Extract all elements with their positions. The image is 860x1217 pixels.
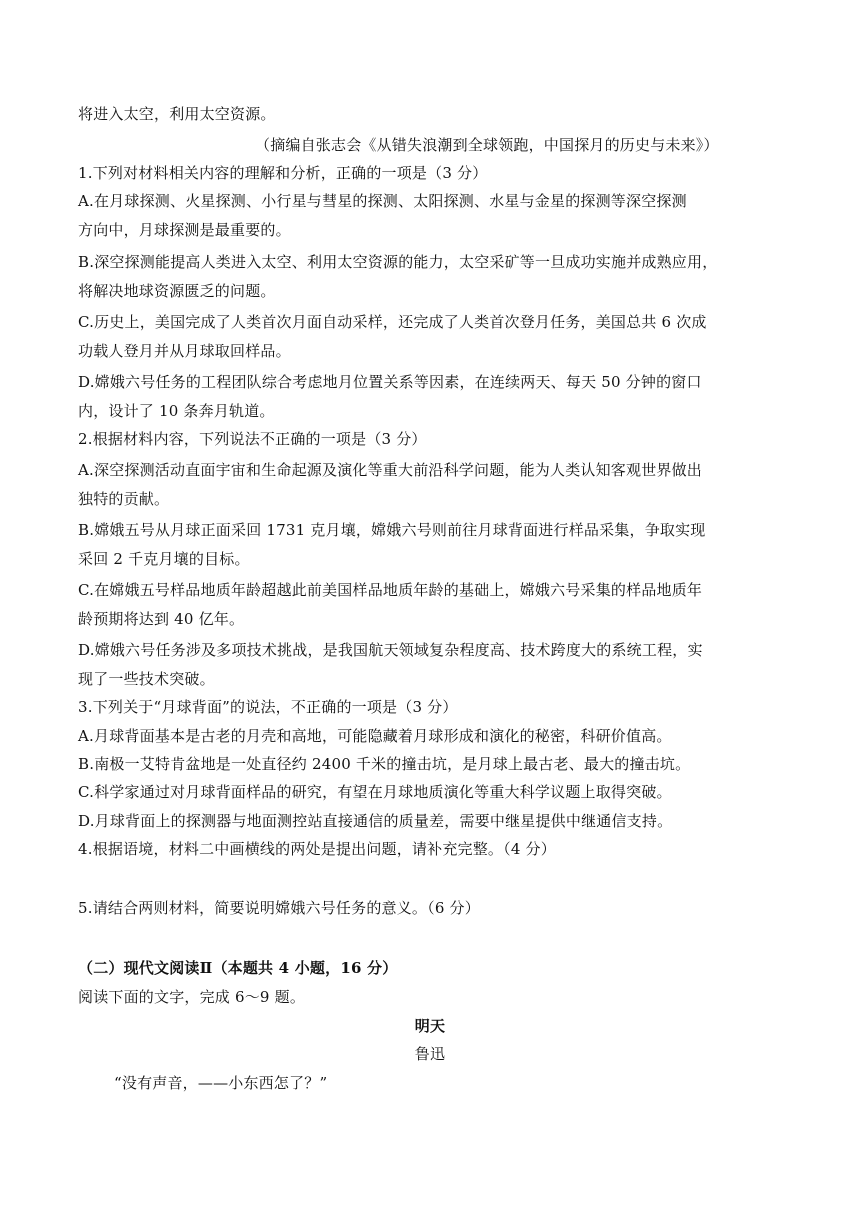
question-2: 2.根据材料内容，下列说法不正确的一项是（3 分）	[78, 430, 427, 448]
article-title: 明天	[414, 1017, 446, 1035]
option-3a: A.月球背面基本是古老的月壳和高地，可能隐藏着月球形成和演化的秘密，科研价值高。	[78, 727, 672, 745]
text-line: 龄预期将达到 40 亿年。	[78, 610, 245, 628]
text-line: 现了一些技术突破。	[78, 670, 215, 688]
text-line: 将解决地球资源匮乏的问题。	[78, 282, 276, 300]
option-3b: B.南极一艾特肯盆地是一处直径约 2400 千米的撞击坑，是月球上最古老、最大的撞击坑。	[78, 755, 691, 773]
instruction: 阅读下面的文字，完成 6～9 题。	[78, 988, 306, 1006]
question-5: 5.请结合两则材料，简要说明嫦娥六号任务的意义。（6 分）	[78, 899, 480, 917]
option-2d: D.嫦娥六号任务涉及多项技术挑战，是我国航天领域复杂程度高、技术跨度大的系统工程，实	[78, 641, 703, 659]
option-2c: C.在嫦娥五号样品地质年龄超越此前美国样品地质年龄的基础上，嫦娥六号采集的样品地质年	[78, 581, 703, 599]
text-line: 独特的贡献。	[78, 490, 170, 508]
article-paragraph: “没有声音，——小东西怎了？”	[114, 1074, 328, 1092]
option-2a: A.深空探测活动直面宇宙和生命起源及演化等重大前沿科学问题，能为人类认知客观世界做出	[78, 461, 703, 479]
source-citation: （摘编自张志会《从错失浪潮到全球领跑，中国探月的历史与未来》）	[255, 136, 719, 154]
option-1b: B.深空探测能提高人类进入太空、利用太空资源的能力，太空采矿等一旦成功实施并成熟应用，	[78, 253, 718, 271]
text-line: 方向中，月球探测是最重要的。	[78, 221, 291, 239]
text-line: 功载人登月并从月球取回样品。	[78, 342, 291, 360]
text-line: 内，设计了 10 条奔月轨道。	[78, 402, 275, 420]
question-4: 4.根据语境，材料二中画横线的两处是提出问题，请补充完整。（4 分）	[78, 840, 556, 858]
option-3d: D.月球背面上的探测器与地面测控站直接通信的质量差，需要中继星提供中继通信支持。	[78, 812, 673, 830]
option-3c: C.科学家通过对月球背面样品的研究，有望在月球地质演化等重大科学议题上取得突破。	[78, 783, 672, 801]
option-1a: A.在月球探测、火星探测、小行星与彗星的探测、太阳探测、水星与金星的探测等深空探测	[78, 192, 687, 210]
article-author: 鲁迅	[414, 1045, 446, 1063]
option-1c: C.历史上，美国完成了人类首次月面自动采样，还完成了人类首次登月任务，美国总共 6 次成	[78, 313, 707, 331]
text-line: 采回 2 千克月壤的目标。	[78, 550, 250, 568]
section-heading: （二）现代文阅读Ⅱ（本题共 4 小题，16 分）	[78, 959, 398, 977]
question-3: 3.下列关于“月球背面”的说法，不正确的一项是（3 分）	[78, 698, 458, 716]
option-1d: D.嫦娥六号任务的工程团队综合考虑地月位置关系等因素，在连续两天、每天 50 分钟的窗口	[78, 373, 702, 391]
question-1: 1.下列对材料相关内容的理解和分析，正确的一项是（3 分）	[78, 164, 488, 182]
option-2b: B.嫦娥五号从月球正面采回 1731 克月壤，嫦娥六号则前往月球背面进行样品采集，争取实现	[78, 521, 706, 539]
text-line: 将进入太空，利用太空资源。	[78, 105, 276, 123]
